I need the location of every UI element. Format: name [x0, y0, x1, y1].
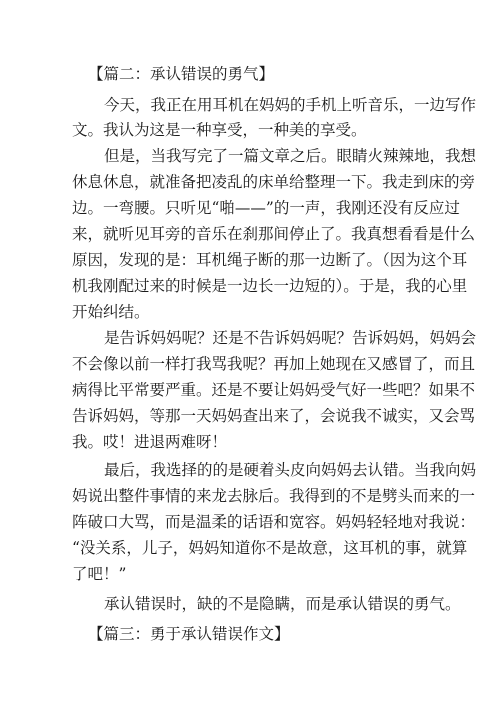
paragraph-4-line-1: 最后，我选择的的是硬着头皮向妈妈去认错。当我向妈: [104, 461, 477, 479]
paragraph-2-line-5: 原因，发现的是：耳机绳子断的那一边断了。（因为这个耳: [72, 251, 468, 269]
paragraph-2-line-2: 休息休息，就准备把凌乱的床单给整理一下。我走到床的旁: [72, 173, 476, 191]
paragraph-3-line-4: 告诉妈妈，等那一天妈妈查出来了，会说我不诚实，又会骂: [72, 407, 476, 425]
paragraph-1-line-2: 文。我认为这是一种享受，一种美的享受。: [72, 121, 367, 139]
paragraph-4-line-3: 阵破口大骂，而是温柔的话语和宽容。妈妈轻轻地对我说：: [72, 513, 476, 531]
paragraph-1-line-1: 今天，我正在用耳机在妈妈的手机上听音乐，一边写作: [104, 96, 477, 114]
paragraph-4-line-4: “没关系，儿子，妈妈知道你不是故意，这耳机的事，就算: [72, 539, 468, 557]
paragraph-2-line-3: 边。一弯腰。只听见“啪——”的一声，我刚还没有反应过: [72, 199, 460, 217]
paragraph-4-line-2: 妈说出整件事情的来龙去脉后。我得到的不是劈头而来的一: [72, 487, 476, 505]
paragraph-2-line-1: 但是，当我写完了一篇文章之后。眼睛火辣辣地，我想: [104, 147, 477, 165]
paragraph-4-line-5: 了吧！”: [72, 565, 127, 583]
paragraph-2-line-6: 机我刚配过来的时候是一边长一边短的）。于是，我的心里: [72, 277, 468, 295]
paragraph-3-line-5: 我。哎！进退两难呀！: [72, 433, 228, 451]
section-heading-2: 【篇二：承认错误的勇气】: [88, 65, 275, 83]
paragraph-2-line-4: 来，就听见耳旁的音乐在刹那间停止了。我真想看看是什么: [72, 225, 476, 243]
paragraph-3-line-3: 病得比平常要严重。还是不要让妈妈受气好一些吧？如果不: [72, 381, 476, 399]
paragraph-5-line-1: 承认错误时，缺的不是隐瞒，而是承认错误的勇气。: [104, 595, 461, 613]
paragraph-2-line-7: 开始纠结。: [72, 303, 150, 321]
paragraph-3-line-1: 是告诉妈妈呢？还是不告诉妈妈呢？告诉妈妈，妈妈会: [104, 329, 477, 347]
section-heading-3: 【篇三：勇于承认错误作文】: [88, 625, 290, 643]
paragraph-3-line-2: 不会像以前一样打我骂我呢？再加上她现在又感冒了，而且: [72, 355, 476, 373]
